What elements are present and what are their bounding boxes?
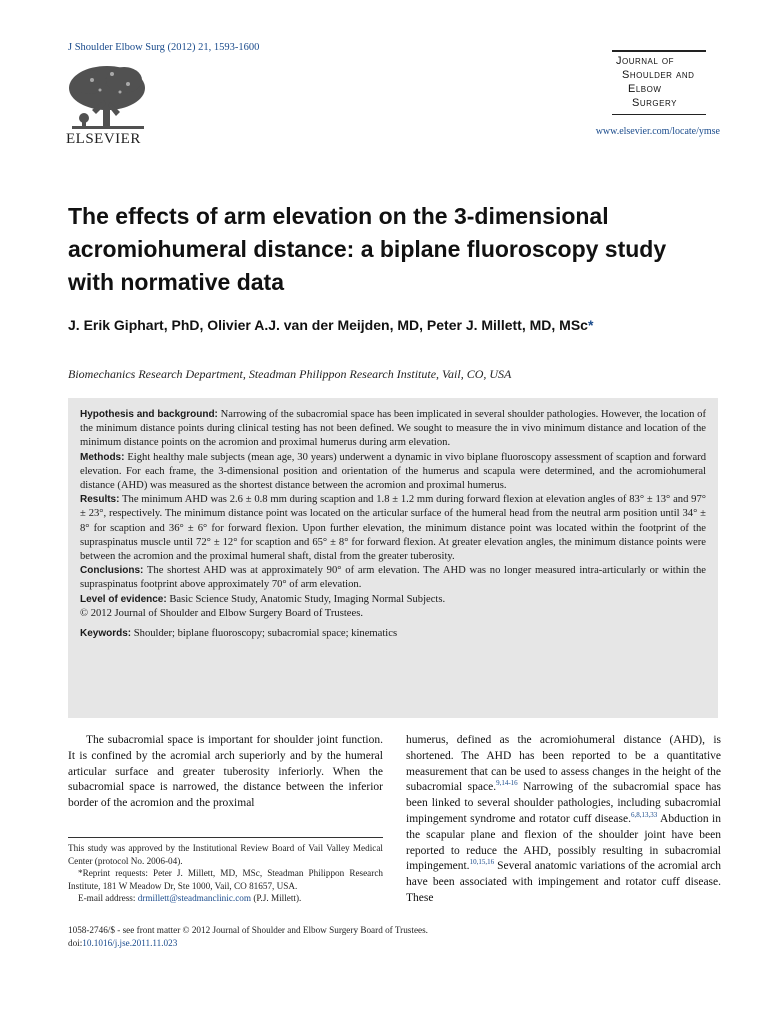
abstract-keywords xyxy=(80,627,706,641)
body-text: Several anatomic variations of the acromial arch have been associated with impingement and rotator cuff disease. These xyxy=(406,860,721,904)
journal-citation[interactable]: J Shoulder Elbow Surg (2012) 21, 1593-1600 xyxy=(68,42,260,53)
journal-title-block xyxy=(616,54,694,110)
author-affiliation: Biomechanics Research Department, Steadman Philippon Research Institute, Vail, CO, USA xyxy=(68,367,512,381)
journal-title-rule-bottom xyxy=(612,114,706,115)
body-column-right xyxy=(406,733,721,907)
abstract-evidence-text: Basic Science Study, Anatomic Study, Imaging Normal Subjects. xyxy=(166,593,446,605)
footnote-reprint: *Reprint requests: Peter J. Millett, MD, MSc, Steadman Philippon Research Institute, 181 W Meadow Dr, Ste 1000, Vail, CO 81657, USA. xyxy=(68,868,383,891)
abstract-box xyxy=(68,398,718,718)
body-text: humerus, defined as the acromiohumeral distance (AHD), is shortened. The AHD has been reported to be a quantitative measurement that can be used to assess changes in the height of the subacromial space. xyxy=(406,734,721,794)
author-names: J. Erik Giphart, PhD, Olivier A.J. van der Meijden, MD, Peter J. Millett, MD, MSc xyxy=(68,317,588,333)
abstract-results-text: The minimum AHD was 2.6 ± 0.8 mm during scaption and 1.8 ± 1.2 mm during forward flexion at elevation angles of 83° ± 13° and 97° ± 23°, respectively. The minimum distance point was located on the articular surface of the humeral head from the neutral arm position until 34° ± 8° for scaption and 36° ± 6° for forward flexion. Upon further elevation, the minimum distance point was located within the footprint of the supraspinatus muscle until 72° ± 12° for scaption and 65° ± 8° for forward flexion. At greater elevation angles, the minimum distance points were between the acromion and the proximal humeral shaft, distal from the greater tuberosity. xyxy=(80,494,706,563)
reference-link[interactable]: 9,14-16 xyxy=(496,779,518,788)
abstract-methods xyxy=(80,451,706,494)
abstract-conclusions-text: The shortest AHD was at approximately 90° of arm elevation. The AHD was no longer measured intra-articularly or within the supraspinatus footprint above approximately 70° of arm elevation. xyxy=(80,565,706,591)
journal-website-link[interactable]: www.elsevier.com/locate/ymse xyxy=(595,126,720,137)
doi-label: doi: xyxy=(68,938,83,948)
email-suffix: (P.J. Millett). xyxy=(251,893,302,904)
footnotes xyxy=(68,842,383,905)
article-title: The effects of arm elevation on the 3-dimensional acromiohumeral distance: a biplane fluoroscopy study with normative data xyxy=(68,203,667,295)
doi-line xyxy=(68,937,428,950)
author-list xyxy=(68,317,718,333)
email-label: E-mail address: xyxy=(78,893,138,904)
abstract-keywords-label: Keywords: xyxy=(80,628,132,640)
abstract-conclusions xyxy=(80,564,706,592)
page-footer xyxy=(68,924,428,950)
footnote-rule xyxy=(68,837,383,838)
abstract-evidence xyxy=(80,593,706,607)
abstract-methods-label: Methods: xyxy=(80,451,125,463)
body-text: Narrowing of the subacromial space has been linked to several shoulder pathologies, including subacromial impingement syndrome and rotator cuff disease. xyxy=(406,781,721,825)
journal-title-rule-top xyxy=(612,50,706,52)
footnote-irb: This study was approved by the Institutional Review Board of Vail Valley Medical Center (protocol No. 2006-04). xyxy=(68,843,383,866)
reference-link[interactable]: 10,15,16 xyxy=(469,858,495,867)
reference-link[interactable]: 6,8,13,33 xyxy=(630,811,658,820)
journal-title-line-3: Elbow xyxy=(628,83,662,95)
doi-link[interactable]: 10.1016/j.jse.2011.11.023 xyxy=(82,938,178,948)
email-link[interactable]: drmillett@steadmanclinic.com xyxy=(137,893,252,904)
abstract-hypothesis-label: Hypothesis and background: xyxy=(80,409,218,420)
body-paragraph: The subacromial space is important for shoulder joint function. It is confined by the acromial arch superiorly and by the humeral articular surface and greater tuberosity inferiorly. When the subacromial space is narrowed, the distance between the inferior border of the acromion and the proximal xyxy=(68,734,383,810)
abstract-copyright: © 2012 Journal of Shoulder and Elbow Surgery Board of Trustees. xyxy=(80,607,363,619)
abstract-evidence-label: Level of evidence: xyxy=(80,593,167,605)
issn-line: 1058-2746/$ - see front matter © 2012 Journal of Shoulder and Elbow Surgery Board of Trustees. xyxy=(68,925,428,935)
body-paragraph-continued xyxy=(406,733,721,907)
journal-title-line-1: Journal of xyxy=(616,55,675,67)
abstract-hypothesis xyxy=(80,408,706,451)
corresponding-author-link[interactable]: * xyxy=(587,317,594,333)
journal-title-line-2: Shoulder and xyxy=(622,69,695,81)
body-text: Abduction in the scapular plane and flexion of the shoulder joint have been reported to reduce the AHD, possibly resulting in subacromial impingement. xyxy=(406,812,721,873)
journal-title-line-4: Surgery xyxy=(632,97,677,109)
publisher-name: ELSEVIER xyxy=(66,131,141,147)
abstract-results-label: Results: xyxy=(80,494,120,506)
abstract-hypothesis-text: Narrowing of the subacromial space has been implicated in several shoulder pathologies. However, the location of the minimum distance points during clinical testing has not been defined. We sought to measure the in vivo minimum distance and location of the minimum distance points on the acromion and proximal humerus during arm elevation. xyxy=(80,409,706,449)
abstract-results xyxy=(80,493,706,564)
abstract-methods-text: Eight healthy male subjects (mean age, 30 years) underwent a dynamic in vivo biplane fluoroscopy assessment of scaption and forward elevation. For each frame, the 3-dimensional position and orientation of the humerus and scapula were determined, and the acromiohumeral distance (AHD) was measured as the shortest distance between the acromion and proximal humerus. xyxy=(80,451,706,492)
abstract-conclusions-label: Conclusions: xyxy=(80,565,144,577)
body-column-left xyxy=(68,733,383,812)
abstract-keywords-text: Shoulder; biplane fluoroscopy; subacromial space; kinematics xyxy=(131,628,398,640)
footnote-email xyxy=(68,892,383,905)
